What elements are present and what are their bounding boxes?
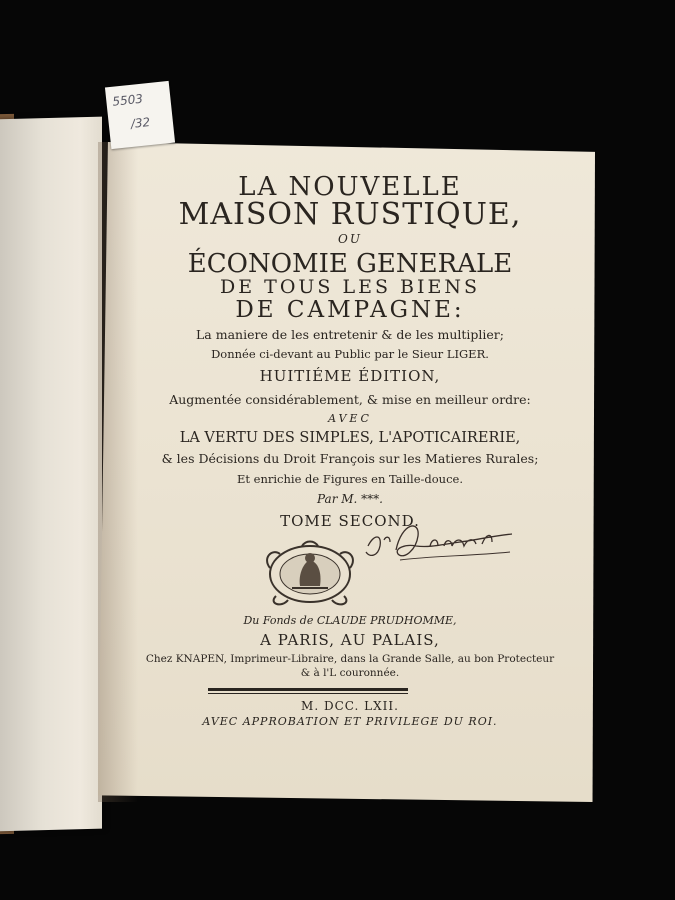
edition-label: HUITIÉME ÉDITION, bbox=[259, 367, 441, 385]
avec-label: AVEC bbox=[328, 412, 372, 425]
publisher-fonds: Du Fonds de CLAUDE PRUDHOMME, bbox=[243, 614, 457, 627]
decisions-line: & les Décisions du Droit François sur les Matieres Rurales; bbox=[161, 451, 539, 466]
double-rule-bottom bbox=[208, 693, 408, 694]
author-line: Par M. ***. bbox=[317, 492, 383, 506]
subtitle-de-tous: DE TOUS LES BIENS bbox=[220, 276, 480, 298]
sticker-line2: /32 bbox=[130, 115, 151, 131]
vertu-line: LA VERTU DES SIMPLES, L'APOTICAIRERIE, bbox=[179, 430, 521, 446]
publication-date: M. DCC. LXII. bbox=[301, 699, 399, 713]
description-maniere: La maniere de les entretenir & de les multiplier; bbox=[195, 327, 504, 342]
subtitle: ÉCONOMIE GENERALE bbox=[187, 249, 513, 279]
publisher-sign: & à l'L couronnée. bbox=[300, 667, 400, 679]
title-ou: OU bbox=[338, 232, 362, 246]
double-rule-top bbox=[208, 688, 408, 691]
sticker-line1: 5503 bbox=[111, 91, 144, 109]
description-augmentee: Augmentée considérablement, & mise en meilleur ordre: bbox=[169, 392, 531, 407]
left-flyleaf bbox=[0, 117, 102, 832]
inventory-sticker bbox=[105, 81, 175, 149]
approbation-line: AVEC APPROBATION ET PRIVILEGE DU ROI. bbox=[202, 715, 498, 728]
enrichie-line: Et enrichie de Figures en Taille-douce. bbox=[237, 472, 463, 486]
handwritten-signature bbox=[360, 516, 520, 566]
publisher-city: A PARIS, AU PALAIS, bbox=[260, 631, 440, 649]
publisher-address: Chez KNAPEN, Imprimeur-Libraire, dans la Grande Salle, au bon Protecteur bbox=[145, 653, 555, 665]
printer-vignette bbox=[262, 538, 358, 610]
subtitle-de-campagne: DE CAMPAGNE: bbox=[235, 297, 465, 323]
description-donnee: Donnée ci-devant au Public par le Sieur LIGER. bbox=[211, 347, 489, 361]
title-line1: LA NOUVELLE bbox=[238, 172, 462, 202]
volume-label: TOME SECOND. bbox=[280, 512, 420, 530]
title-line2: MAISON RUSTIQUE, bbox=[178, 197, 522, 232]
